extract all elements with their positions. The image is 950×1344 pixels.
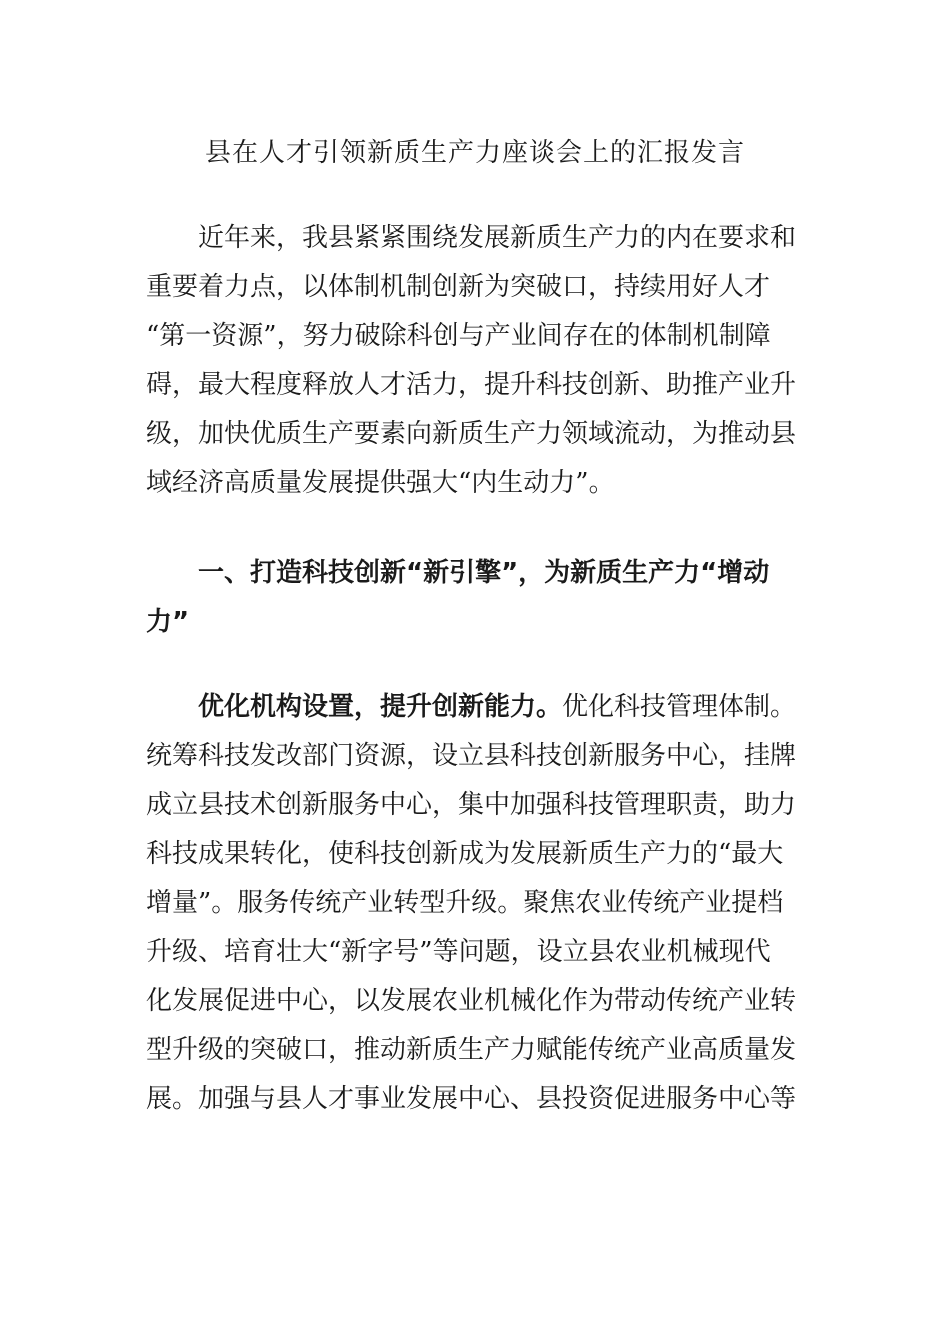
paragraph-lead: 优化机构设置，提升创新能力。 — [198, 692, 563, 722]
intro-line: 近年来，我县紧紧围绕发展新质生产力的内在要求和 — [198, 223, 797, 253]
section-line: 科技成果转化，使科技创新成为发展新质生产力的“最大 — [146, 839, 784, 869]
section-line: 展。加强与县人才事业发展中心、县投资促进服务中心等 — [146, 1084, 797, 1114]
section-line: 增量”。服务传统产业转型升级。聚焦农业传统产业提档 — [146, 888, 784, 918]
section-line: 化发展促进中心，以发展农业机械化作为带动传统产业转 — [146, 986, 797, 1016]
intro-line: 碍，最大程度释放人才活力，提升科技创新、助推产业升 — [146, 370, 797, 400]
section-heading: 力” — [146, 607, 190, 637]
section-line: 成立县技术创新服务中心，集中加强科技管理职责，助力 — [146, 790, 797, 820]
intro-line: 域经济高质量发展提供强大“内生动力”。 — [146, 468, 615, 498]
paragraph-text: 优化科技管理体制。 — [562, 692, 797, 722]
section-line: 统筹科技发改部门资源，设立县科技创新服务中心，挂牌 — [146, 741, 797, 771]
section-first-line — [146, 692, 838, 722]
section-line: 升级、培育壮大“新字号”等问题，设立县农业机械现代 — [146, 937, 771, 967]
intro-line: 级，加快优质生产要素向新质生产力领域流动，为推动县 — [146, 419, 797, 449]
document-title: 县在人才引领新质生产力座谈会上的汇报发言 — [204, 138, 745, 168]
intro-line: 重要着力点，以体制机制创新为突破口，持续用好人才 — [146, 272, 771, 302]
intro-line: “第一资源”，努力破除科创与产业间存在的体制机制障 — [146, 321, 771, 351]
section-line: 型升级的突破口，推动新质生产力赋能传统产业高质量发 — [146, 1035, 797, 1065]
section-heading: 一、打造科技创新“新引擎”，为新质生产力“增动 — [198, 558, 770, 588]
